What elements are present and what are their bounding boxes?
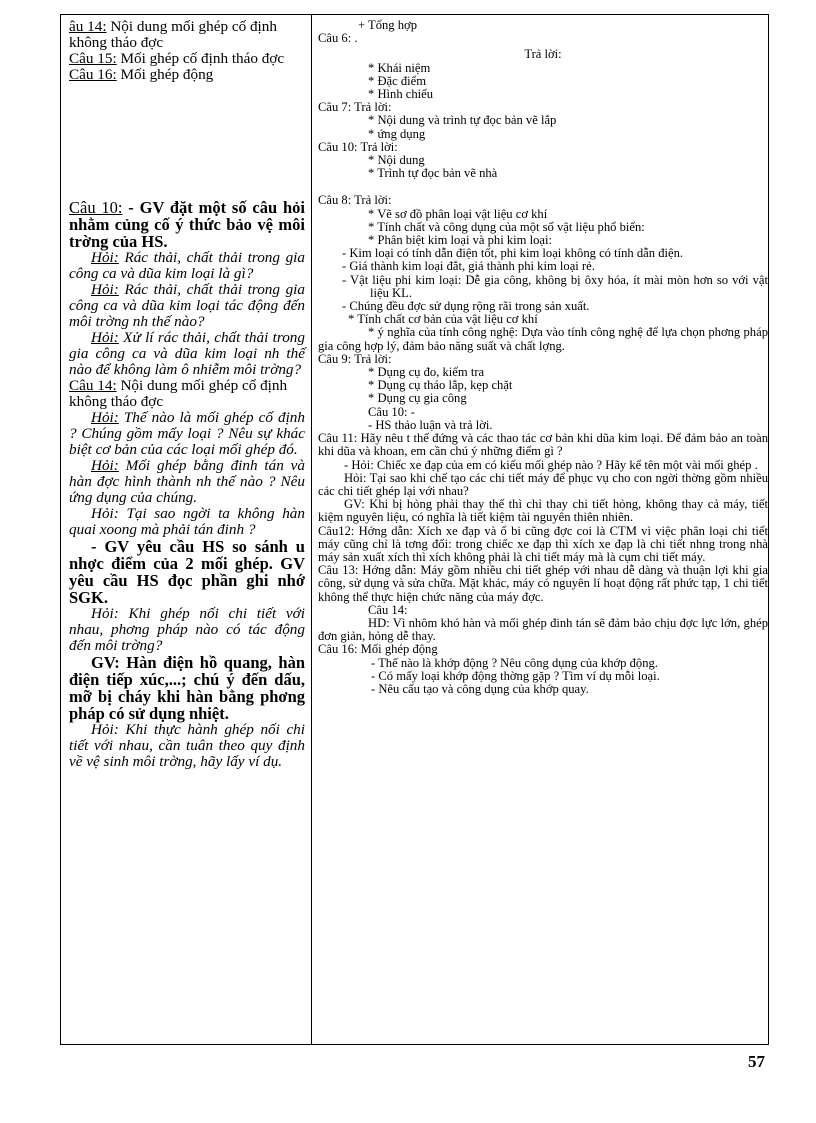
left-item-15: Câu 15: Mối ghép cố định tháo đợc <box>69 50 285 67</box>
answer-line: - Chúng đều đợc sử dụng rộng rãi trong sản xuất. <box>342 299 590 314</box>
q14-heading: Câu 14: Nội dung mối ghép cố định không tháo đợc <box>69 377 288 410</box>
answer-line: Câu12: Hớng dẫn: Xích xe đạp và ổ bi cũng đợc coi là CTM vì việc phân loại chi tiết máy cũng chỉ là tơng đối: trong chiếc xe đạp thì xích xe đạp là chi tiết nhng trong nhà máy sản xuất xích thì xích không phải là chi tiết máy mà là cụm chi tiết máy. <box>318 523 768 564</box>
answer-line: - Giá thành kim loại đắt, giá thành phi kim loại rẻ. <box>342 259 595 274</box>
right-column <box>318 19 768 696</box>
answer-line: * Vẽ sơ đồ phân loại vật liệu cơ khí <box>368 206 548 221</box>
page-number: 57 <box>748 1052 765 1071</box>
gv-instruction-1: - GV yêu cầu HS so sánh u nhợc điểm của 2 mối ghép. GV yêu cầu HS đọc phần ghi nhớ SGK. <box>69 537 305 607</box>
answer-line: * ứng dụng <box>368 126 426 141</box>
answer-line: Câu 8: Trả lời: <box>318 193 392 208</box>
answer-line: - Kim loại có tính dẫn điện tốt, phi kim loại không có tính dẫn điện. <box>342 246 684 261</box>
answer-line: Câu 10: - <box>368 404 415 419</box>
answer-line: * Nội dung và trình tự đọc bản vẽ lắp <box>368 113 557 128</box>
question-2: Hỏi: Rác thải, chất thải trong gia công ca và dũa kim loại tác động đến môi trờng nh thế nào? <box>69 281 305 330</box>
answer-line: - Nêu cấu tạo và công dụng của khớp quay. <box>371 681 589 696</box>
answer-line: Câu 16: Mối ghép động <box>318 642 438 657</box>
content-table <box>60 14 769 1045</box>
answer-line: Trả lời: <box>524 47 562 62</box>
answer-line: - Vật liệu phi kim loại: Dễ gia công, không bị ôxy hóa, ít mài mòn hơn so với vật liệu KL. <box>342 272 768 300</box>
answer-line: * Trình tự đọc bản vẽ nhà <box>368 166 498 181</box>
answer-line: * Dụng cụ gia công <box>368 391 467 406</box>
answer-line: * Khái niệm <box>368 60 431 75</box>
answer-line: Câu 13: Hớng dẫn: Máy gồm nhiều chi tiết ghép với nhau dễ dàng và thuận lợi khi gia công, sử dụng và sửa chữa. Mặt khác, máy có nguyên lí hoạt động rất phức tạp, 1 chi tiết không thể thực hiện chức năng của máy đợc. <box>318 563 768 604</box>
answer-line: * ý nghĩa của tính công nghệ: Dựa vào tính công nghệ để lựa chọn phơng pháp gia công hợp lý, đảm bảo năng suất và chất lợng. <box>318 325 768 353</box>
answer-line: GV: Khi bị hỏng phải thay thế thì chỉ thay chi tiết hỏng, không thay cả máy, tiết kiệm nguyên liệu, có nghĩa là tiết kiệm tài nguyên thiên nhiên. <box>318 497 768 525</box>
answer-line: * Tính chất và công dụng của một số vật liệu phổ biến: <box>368 219 645 234</box>
column-divider <box>311 15 312 1044</box>
question-1: Hỏi: Rác thải, chất thải trong gia công ca và dũa kim loại là gì? <box>69 249 305 282</box>
left-column <box>69 19 305 770</box>
left-item-14: âu 14: Nội dung mối ghép cố định không tháo đợc <box>69 18 277 51</box>
answer-line: * Đặc điểm <box>368 73 427 88</box>
answer-line: Câu 14: <box>368 602 408 617</box>
q10-heading: Câu 10: - GV đặt một số câu hỏi nhằm củng cố ý thức bảo vệ môi trờng của HS. <box>69 198 305 251</box>
question-3: Hỏi: Xử lí rác thải, chất thải trong gia công ca và dũa kim loại nh thế nào để không làm ô nhiễm môi trờng? <box>69 329 305 378</box>
answer-line: * Phân biệt kim loại và phi kim loại: <box>368 233 552 248</box>
answer-line: - HS thảo luận và trả lời. <box>368 417 493 432</box>
answer-line: Câu 7: Trả lời: <box>318 100 392 115</box>
answer-line: Câu 11: Hãy nêu t thế đứng và các thao tác cơ bản khi dũa kim loại. Để đảm bảo an toàn khi dũa và khoan, em cần chú ý những điểm gì ? <box>318 431 768 459</box>
answer-line: Hỏi: Tại sao khi chế tạo các chi tiết máy để phục vụ cho con ngời thờng gồm nhiều các chi tiết ghép lại với nhau? <box>318 470 768 498</box>
question-8: Hỏi: Khi thực hành ghép nối chi tiết với nhau, cần tuân theo quy định về vệ sinh môi trờng, hãy lấy ví dụ. <box>69 721 305 770</box>
gv-instruction-2: GV: Hàn điện hồ quang, hàn điện tiếp xúc,...; chú ý đến dấu, mỡ bị cháy khi hàn bằng phơng pháp có sử dụng nhiệt. <box>69 653 305 723</box>
answer-line: - Có mấy loại khớp động thờng gặp ? Tìm ví dụ mỗi loại. <box>371 668 660 683</box>
answer-line: Câu 9: Trả lời: <box>318 351 392 366</box>
question-7: Hỏi: Khi ghép nối chi tiết với nhau, phơng pháp nào có tác động đến môi trờng? <box>69 605 305 654</box>
answer-line: HD: Vì nhôm khó hàn và mối ghép đinh tán sẽ đảm bảo chịu đợc lực lớn, ghép đơn giản, hỏng dễ thay. <box>318 615 768 644</box>
question-5: Hỏi: Mối ghép bằng đinh tán và hàn đợc hình thành nh thế nào ? Nêu ứng dụng của chúng. <box>69 457 305 506</box>
answer-line: - Hỏi: Chiếc xe đạp của em có kiểu mối ghép nào ? Hãy kể tên một vài mối ghép . <box>344 457 758 472</box>
question-6: Hỏi: Tại sao ngời ta không hàn quai xoong mà phải tán đinh ? <box>69 505 305 538</box>
answer-line: - Thế nào là khớp động ? Nêu công dụng của khớp động. <box>371 655 658 670</box>
answer-line: Câu 6: . <box>318 31 358 46</box>
answer-line: * Tính chất cơ bản của vật liệu cơ khí <box>348 312 538 327</box>
answer-line: * Hình chiếu <box>368 87 434 102</box>
answer-line: * Dụng cụ đo, kiểm tra <box>368 365 485 380</box>
answer-line: + Tổng hợp <box>358 18 418 32</box>
answer-line: * Nội dung <box>368 153 425 168</box>
question-4: Hỏi: Thế nào là mối ghép cố định ? Chúng gồm mấy loại ? Nêu sự khác biệt cơ bản của các loại mối ghép đó. <box>69 409 305 458</box>
answer-line: Câu 10: Trả lời: <box>318 139 398 154</box>
answer-line: * Dụng cụ tháo lắp, kẹp chặt <box>368 378 513 393</box>
left-item-16: Câu 16: Mối ghép động <box>69 66 214 83</box>
